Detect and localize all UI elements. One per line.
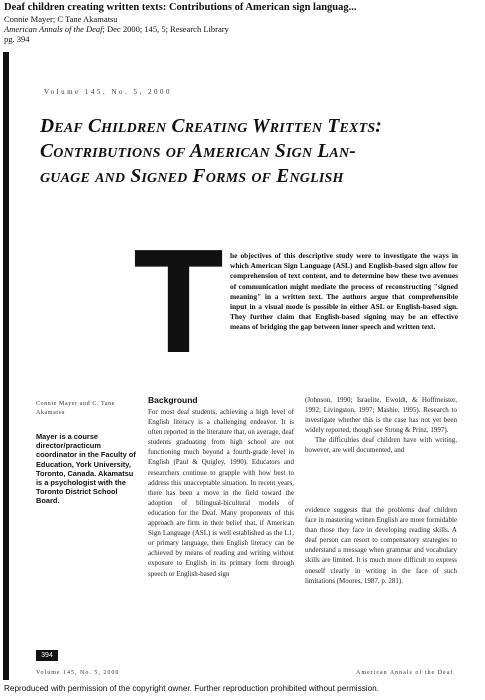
author-bio: Mayer is a course director/practicum coordinator in the Faculty of Education, York University, Toronto, Canada. Akamatsu is a psychologist with the Toronto District School Board. <box>36 432 136 506</box>
citation-authors: Connie Mayer; C Tane Akamatsu <box>4 14 118 24</box>
author-byline: Connie Mayer and C. Tane Akamatsu <box>36 401 116 416</box>
abstract-text: he objectives of this descriptive study were to investigate the ways in which American Sign Language (ASL) and English-based sign allow for comprehension of text content, and to determine how these two avenues of communication might mediate the process of reconstructing "signed meaning" in a written text. The authors argue that comprehensible input in a visual mode is possible in either ASL or English-based sign. They further claim that English-based signing may be an effective means of bridging the gap between inner speech and written text. <box>230 251 458 332</box>
page-edge-rule <box>3 52 9 680</box>
drop-cap: T <box>133 219 224 384</box>
citation-source <box>4 24 229 34</box>
citation-page: pg. 394 <box>4 34 30 44</box>
title-line: Deaf Children Creating Written Texts: <box>40 116 382 137</box>
body-column-2-top <box>305 395 457 456</box>
paragraph: For most deaf students, achieving a high level of English literacy is a challenging endeavor. It is often reported in the literature that, on average, deaf students graduating from high school are not functioning much beyond a fourth-grade level in English (Paul & Quigley, 1990). Educators and researchers continue to grapple with how best to address this unacceptable situation. In recent years, there has been a move in the field toward the adoption of bilingual-bicultural models of education for the Deaf. Many proponents of this approach are firm in their belief that, if American Sign Language (ASL) is well established as the L1, or primary language, then English literacy can be achieved by means of reading and writing without exposure to English in its primary form through speech or English-based sign <box>148 408 294 578</box>
title-line: Contributions of American Sign Lan- <box>40 141 356 162</box>
article-title <box>40 114 470 189</box>
title-line: guage and Signed Forms of English <box>40 166 344 187</box>
footer-volume: Volume 145, No. 5, 2000 <box>36 670 120 676</box>
citation-title: Deaf children creating written texts: Contributions of American sign languag... <box>4 2 357 13</box>
citation-journal: American Annals of the Deaf <box>4 24 103 34</box>
paragraph: evidence suggests that the problems deaf children face in mastering written English are more formidable than those they face in developing reading skills. A deaf person can resort to compensatory strategies to understand a message when grammar and vocabulary skills are limited. It is much more difficult to express oneself clearly in writing in the face of such limitations (Moores, 1987, p. 281). <box>305 506 457 585</box>
paragraph: (Johnson, 1990; Israelite, Ewoldt, & Hoffmeister, 1992; Livingston, 1997; Mashie, 1995). Research to investigate whether this is the case has not yet been widely reported, though see Strong & Prinz, 1997). <box>305 396 457 435</box>
reproduction-notice: Reproduced with permission of the copyright owner. Further reproduction prohibited without permission. <box>4 684 379 693</box>
paragraph: The difficulties deaf children have with writing, however, are well documented, and <box>305 436 457 455</box>
block-quote <box>305 505 457 586</box>
page-number: 394 <box>36 650 58 661</box>
citation-source-rest: ; Dec 2000; 145, 5; Research Library <box>102 24 229 34</box>
abstract <box>230 251 458 333</box>
running-head: Volume 145, No. 5, 2000 <box>44 88 172 96</box>
footer-journal: American Annals of the Deaf <box>356 670 454 676</box>
section-heading: Background <box>148 395 198 405</box>
body-column-1 <box>148 407 294 579</box>
